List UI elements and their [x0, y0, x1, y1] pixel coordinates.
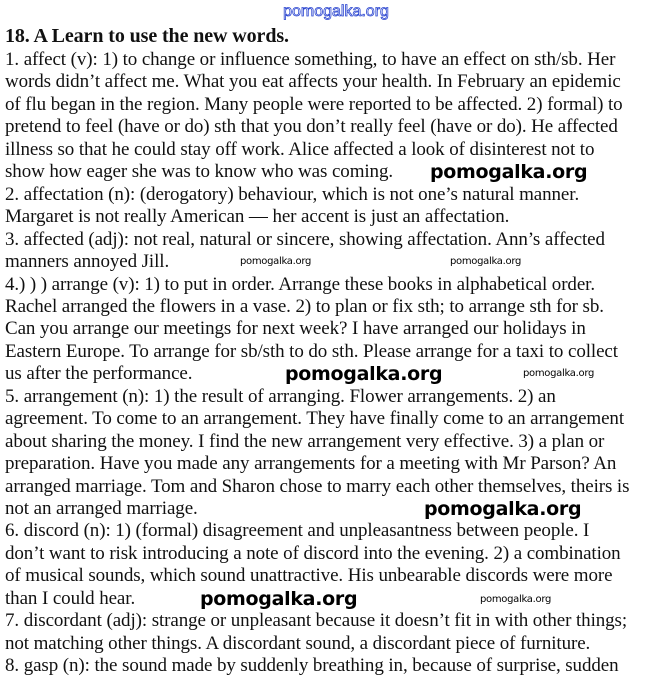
text-line: illness so that he could stay off work. Alice affected a look of disinterest not to	[5, 138, 595, 160]
text-line: show how eager she was to know who was coming.	[5, 161, 393, 183]
watermark: pomogalka.org	[430, 161, 588, 183]
watermark: pomogalka.org	[450, 256, 522, 267]
text-line: 1. affect (v): 1) to change or influence something, to have an effect on sth/sb. Her	[5, 49, 616, 70]
text-line: 3. affected (adj): not real, natural or sincere, showing affectation. Ann’s affected	[5, 228, 605, 250]
text-line: of musical sounds, which sound unattractive. His unbearable discords were more	[5, 565, 613, 587]
text-line: not matching other things. A discordant sound, a discordant piece of furniture.	[5, 632, 591, 654]
text-line: 7. discordant (adj): strange or unpleasant because it doesn’t fit in with other things;	[5, 610, 628, 632]
watermark: pomogalka.org	[480, 594, 552, 605]
watermark: pomogalka.org	[200, 588, 358, 610]
text-line: words didn’t affect me. What you eat affects your health. In February an epidemic	[5, 71, 621, 93]
text-line: don’t want to risk introducing a note of discord into the evening. 2) a combination	[5, 542, 621, 564]
text-line: Can you arrange our meetings for next week? I have arranged our holidays in	[5, 318, 586, 340]
text-line: us after the performance.	[5, 363, 193, 385]
text-line: 5. arrangement (n): 1) the result of arranging. Flower arrangements. 2) an	[5, 385, 556, 407]
text-line: about sharing the money. I find the new arrangement very effective. 3) a plan or	[5, 430, 605, 452]
text-line: Margaret is not really American — her accent is just an affectation.	[5, 206, 510, 228]
watermark: pomogalka.org	[424, 498, 582, 520]
text-line: of flu began in the region. Many people were reported to be affected. 2) formal) to	[5, 93, 623, 115]
watermark: pomogalka.org	[523, 368, 595, 379]
watermark: pomogalka.org	[285, 363, 443, 385]
watermark-top: pomogalka.org	[283, 3, 389, 20]
text-line: 4.) ) ) arrange (v): 1) to put in order. Arrange these books in alphabetical order.	[5, 273, 595, 295]
text-line: arranged marriage. Tom and Sharon chose to marry each other themselves, theirs is	[5, 475, 630, 497]
text-line: preparation. Have you made any arrangements for a meeting with Mr Parson? An	[5, 453, 617, 475]
text-line: Rachel arranged the flowers in a vase. 2) to plan or fix sth; to arrange sth for sb.	[5, 295, 604, 317]
text-line: than I could hear.	[5, 587, 136, 609]
exercise-heading: 18. A Learn to use the new words.	[5, 25, 289, 47]
text-line: 2. affectation (n): (derogatory) behaviour, which is not one’s natural manner.	[5, 183, 580, 205]
text-line: not an arranged marriage.	[5, 498, 198, 519]
text-line: agreement. To come to an arrangement. They have finally come to an arrangement	[5, 408, 625, 430]
watermark: pomogalka.org	[240, 256, 312, 267]
text-line: pretend to feel (have or do) sth that you don’t really feel (have or do). He affected	[5, 116, 618, 138]
text-line: 8. gasp (n): the sound made by suddenly breathing in, because of surprise, sudden	[5, 655, 619, 677]
text-line: manners annoyed Jill.	[5, 251, 170, 273]
text-line: 6. discord (n): 1) (formal) disagreement and unpleasantness between people. I	[5, 520, 590, 542]
text-line: Eastern Europe. To arrange for sb/sth to do sth. Please arrange for a taxi to collect	[5, 340, 618, 362]
